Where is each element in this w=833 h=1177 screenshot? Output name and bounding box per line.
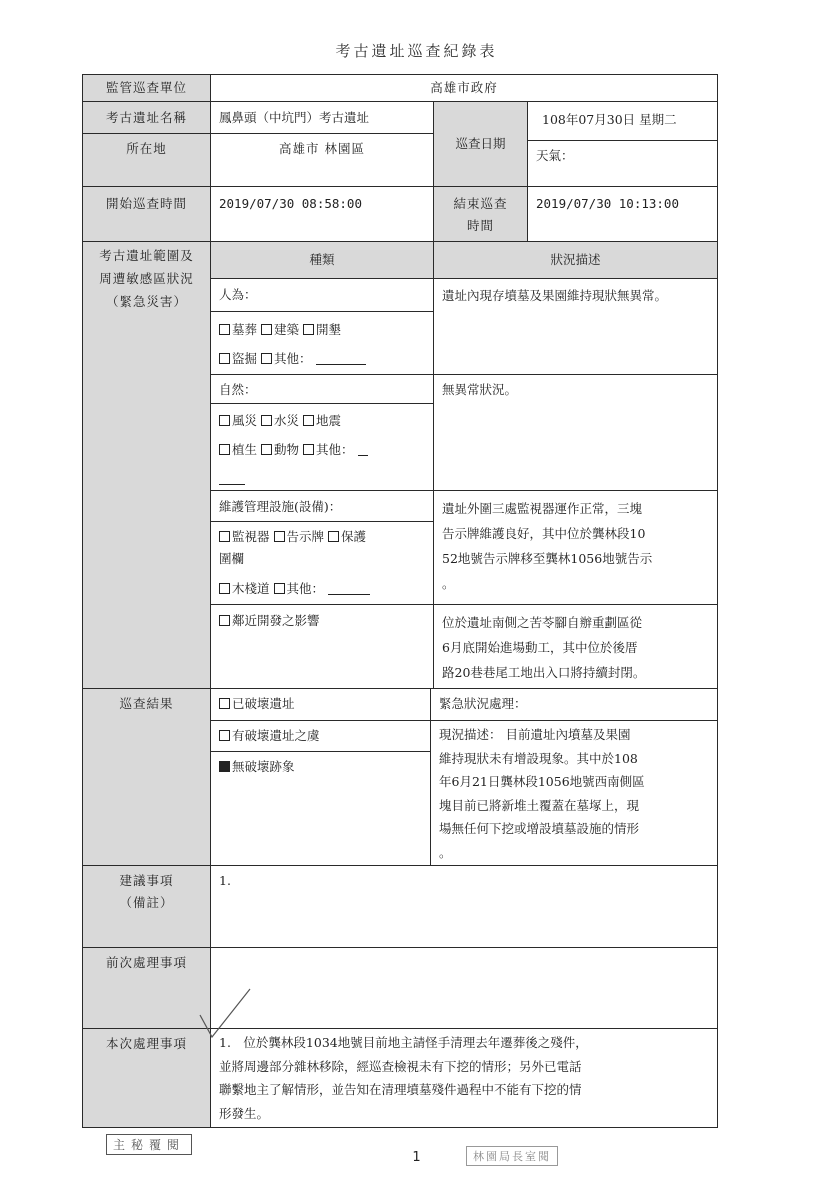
fill-blank (328, 582, 370, 595)
previous-value (210, 947, 718, 1029)
option-label: 監視器 (232, 529, 270, 544)
nearby-desc-line1: 位於遺址南側之苦苓腳自辦重劃區從 (442, 615, 643, 630)
nearby-desc (433, 604, 718, 689)
end-time-label-line2: 時間 (466, 218, 494, 233)
option-label: 植生 (232, 442, 258, 457)
page-number: 1 (412, 1150, 421, 1165)
human-opt-other[interactable] (261, 351, 312, 366)
type-header: 種類 (210, 241, 434, 279)
end-time-label-line1: 結束巡查 (453, 196, 508, 211)
facility-title: 維護管理設施(設備)： (210, 490, 434, 522)
result-opt-none[interactable] (210, 751, 431, 866)
current-value (210, 1028, 718, 1128)
result-desc-line5: 場無任何下挖或增設墳墓設施的情形 (439, 821, 640, 836)
facility-desc-line1: 遺址外圍三處監視器運作正常，三塊 (442, 501, 643, 516)
location-label: 所在地 (82, 133, 211, 187)
facility-desc-line2: 告示牌維護良好，其中位於龔林段10 (442, 526, 646, 541)
natural-desc: 無異常狀況。 (433, 374, 718, 491)
facility-opt-sign[interactable] (274, 529, 325, 544)
start-time-value: 2019/07/30 08:58:00 (210, 186, 434, 242)
checkbox-icon (261, 444, 272, 455)
fill-blank (316, 352, 366, 365)
previous-label: 前次處理事項 (82, 947, 211, 1029)
checkbox-icon (219, 353, 230, 364)
option-label: 動物 (274, 442, 300, 457)
natural-opt-plant[interactable] (219, 442, 257, 457)
option-label: 開墾 (316, 322, 342, 337)
checkbox-checked-icon (219, 761, 230, 772)
checkbox-icon (261, 324, 272, 335)
option-label: 盜掘 (232, 351, 258, 366)
checkbox-icon (219, 698, 230, 709)
result-desc-line1: 現況描述： 目前遺址內墳墓及果園 (439, 727, 631, 742)
checkbox-icon (261, 415, 272, 426)
facility-opt-other[interactable] (274, 581, 325, 596)
checkbox-icon (219, 615, 230, 626)
weather-label: 天氣： (527, 140, 718, 187)
suggestion-label-line1: 建議事項 (119, 873, 174, 888)
natural-opt-other[interactable] (303, 442, 354, 457)
option-label: 水災 (274, 413, 300, 428)
unit-value: 高雄市政府 (210, 74, 718, 102)
status-label-line2: 周遭敏感區狀況 (99, 271, 194, 286)
stamp-left: 主秘覆閱 (106, 1134, 192, 1155)
facility-desc-line3: 52地號告示牌移至龔林1056地號告示 (442, 551, 653, 566)
facility-desc-line4: 。 (442, 576, 455, 591)
patrol-record-table (82, 74, 718, 1128)
human-desc: 遺址內現存墳墓及果園維持現狀無異常。 (433, 278, 718, 375)
result-desc-line4: 塊目前已將新堆土覆蓋在墓塚上，現 (439, 797, 640, 813)
human-options (210, 311, 434, 375)
desc-header: 狀況描述 (433, 241, 718, 279)
human-opt-building[interactable] (261, 322, 299, 337)
result-desc-line2: 維持現狀未有增設現象。其中於108 (439, 750, 638, 766)
facility-opt-camera[interactable] (219, 529, 270, 544)
natural-opt-flood[interactable] (261, 413, 299, 428)
suggestion-label (82, 865, 211, 948)
result-desc-line3: 年6月21日龔林段1056地號西南側區 (439, 774, 645, 789)
site-name-value: 鳳鼻頭（中坑門）考古遺址 (210, 101, 434, 134)
result-opt-destroyed[interactable] (210, 688, 431, 721)
option-label: 保護 (341, 529, 367, 544)
handwritten-check-icon (196, 985, 256, 1045)
option-label: 有破壞遺址之虞 (232, 728, 320, 743)
facility-opt-boardwalk[interactable] (219, 581, 270, 596)
human-title: 人為： (210, 278, 434, 312)
suggestion-label-line2: （備註） (119, 895, 174, 910)
checkbox-icon (219, 324, 230, 335)
result-desc (430, 720, 718, 866)
facility-desc (433, 490, 718, 605)
option-label: 墓葬 (232, 322, 258, 337)
option-label: 地震 (316, 413, 342, 428)
natural-opt-wind[interactable] (219, 413, 257, 428)
current-line2: 並將周邊部分雜林移除，經巡查檢視未有下挖的情形；另外已電話 (219, 1058, 582, 1074)
unit-label: 監管巡查單位 (82, 74, 211, 102)
nearby-desc-line3: 路20巷巷尾工地出入口將持續封閉。 (442, 665, 646, 680)
option-label: 風災 (232, 413, 258, 428)
option-label: 其他： (274, 351, 312, 366)
checkbox-icon (303, 324, 314, 335)
result-label: 巡查結果 (82, 688, 211, 866)
checkbox-icon (219, 531, 230, 542)
option-label: 木棧道 (232, 581, 270, 596)
option-label: 告示牌 (286, 529, 325, 544)
human-opt-looting[interactable] (219, 351, 257, 366)
site-name-label: 考古遺址名稱 (82, 101, 211, 134)
facility-opt-fence-wrap: 圍欄 (219, 551, 245, 566)
fill-blank-continued (219, 472, 245, 485)
patrol-date-label: 巡查日期 (433, 101, 528, 187)
status-label (82, 241, 211, 689)
current-label: 本次處理事項 (82, 1028, 211, 1128)
emergency-label: 緊急狀況處理： (430, 688, 718, 721)
result-opt-risk[interactable] (210, 720, 431, 752)
result-desc-line6: 。 (439, 844, 452, 860)
natural-options (210, 403, 434, 491)
end-time-label (433, 186, 528, 242)
checkbox-icon (261, 353, 272, 364)
checkbox-icon (219, 444, 230, 455)
suggestion-value: 1. (210, 865, 718, 948)
option-label: 其他： (286, 581, 325, 596)
option-label: 鄰近開發之影響 (232, 613, 320, 628)
checkbox-icon (219, 583, 230, 594)
human-opt-reclaim[interactable] (303, 322, 341, 337)
checkbox-icon (274, 531, 285, 542)
form-title: 考古遺址巡查紀錄表 (335, 42, 498, 60)
status-label-line1: 考古遺址範圍及 (99, 248, 194, 263)
natural-title: 自然： (210, 374, 434, 404)
option-label: 已破壞遺址 (232, 696, 295, 711)
option-label: 無破壞跡象 (232, 759, 295, 774)
fill-blank (358, 443, 368, 456)
stamp-right: 林園局長室閱 (466, 1146, 558, 1166)
start-time-label: 開始巡查時間 (82, 186, 211, 242)
current-line4: 形發生。 (219, 1105, 270, 1121)
facility-opt-fence[interactable] (328, 529, 366, 544)
nearby-desc-line2: 6月底開始進場動工，其中位於後厝 (442, 640, 638, 655)
patrol-date-value: 108年07月30日 星期二 (527, 101, 718, 141)
option-label: 其他： (316, 442, 354, 457)
checkbox-icon (219, 415, 230, 426)
facility-options (210, 521, 434, 605)
checkbox-icon (274, 583, 285, 594)
checkbox-icon (303, 415, 314, 426)
current-line3: 聯繫地主了解情形，並告知在清理墳墓殘件過程中不能有下挖的情 (219, 1082, 582, 1097)
end-time-value: 2019/07/30 10:13:00 (527, 186, 718, 242)
nearby-option[interactable] (210, 604, 434, 689)
natural-opt-animal[interactable] (261, 442, 299, 457)
checkbox-icon (219, 730, 230, 741)
option-label: 建築 (274, 322, 300, 337)
checkbox-icon (303, 444, 314, 455)
natural-opt-quake[interactable] (303, 413, 341, 428)
human-opt-burial[interactable] (219, 322, 257, 337)
current-line1: 1. 位於龔林段1034地號目前地主請怪手清理去年遷葬後之殘件， (219, 1035, 588, 1050)
checkbox-icon (328, 531, 339, 542)
location-value: 高雄市 林園區 (210, 133, 434, 187)
status-label-line3: （緊急災害） (105, 294, 187, 309)
